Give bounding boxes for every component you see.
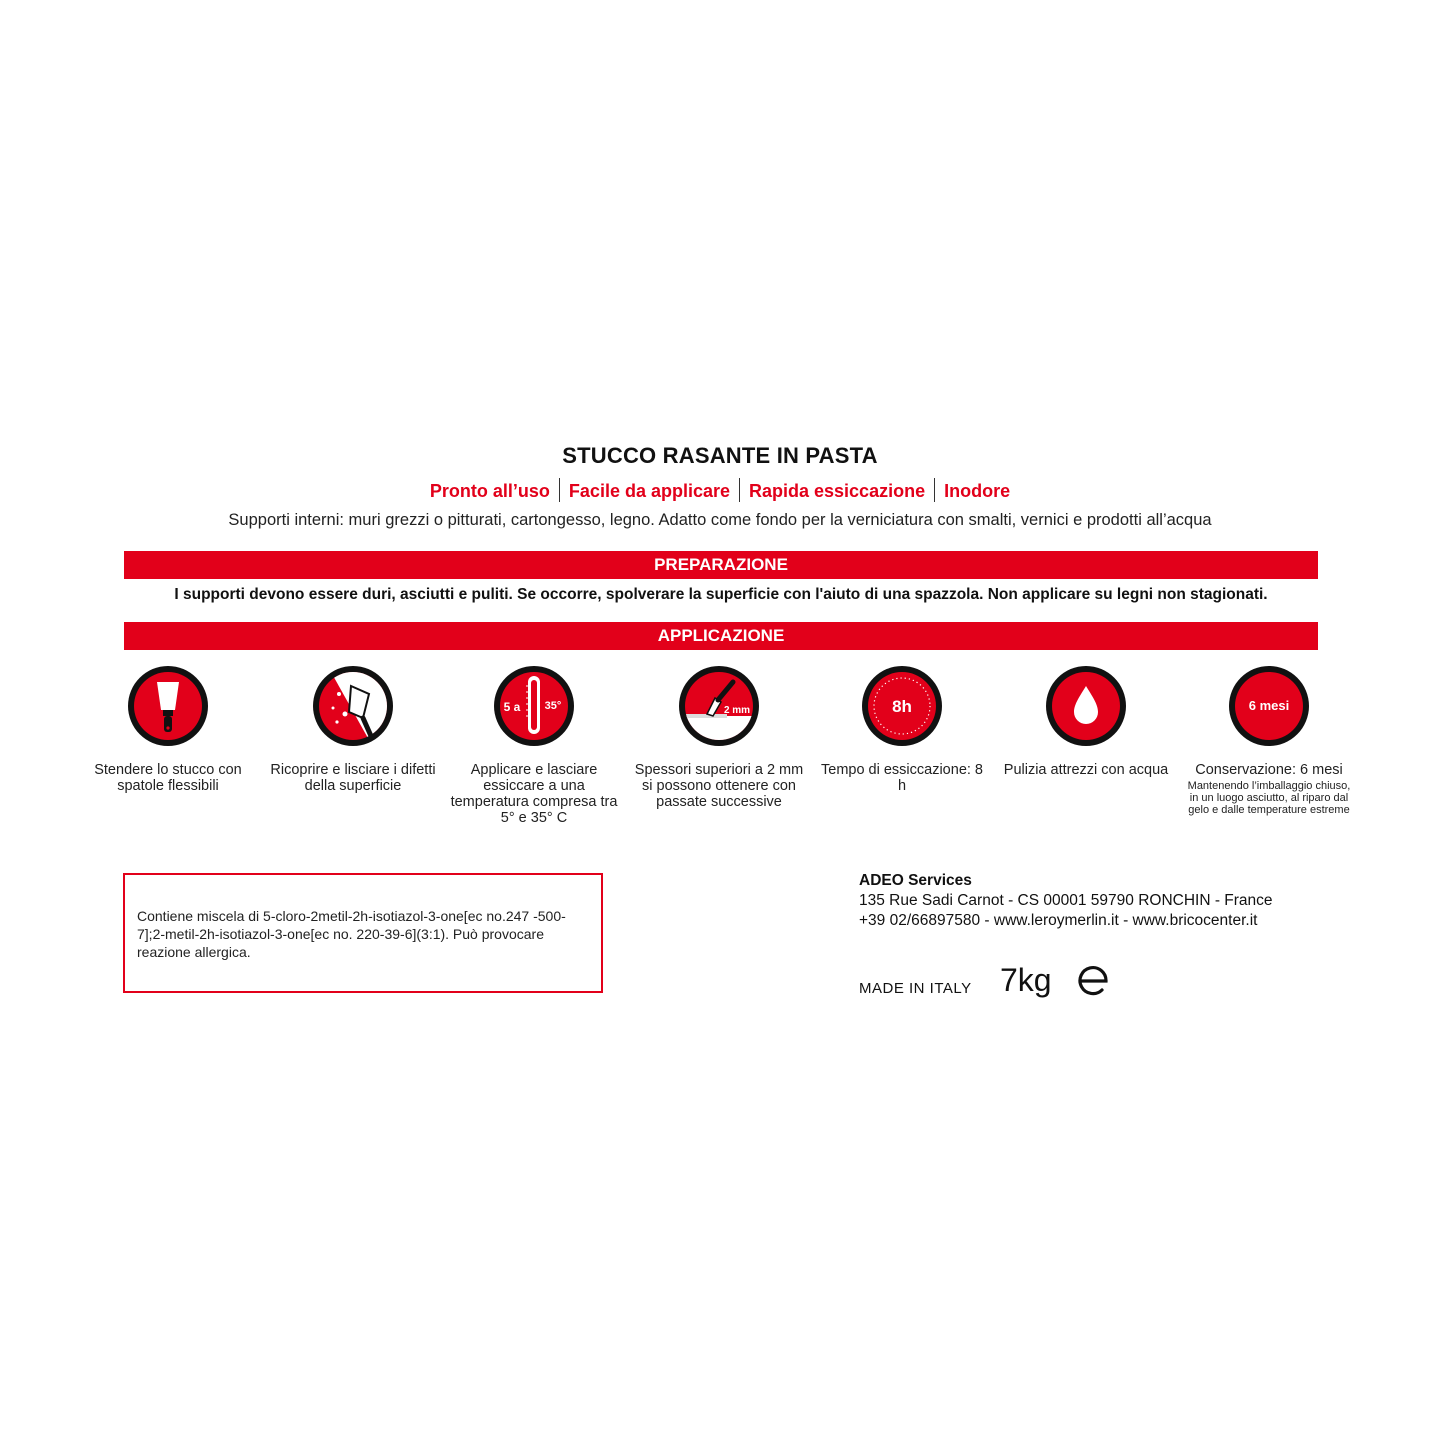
water-drop-icon <box>1044 664 1128 748</box>
step-thickness <box>634 664 804 810</box>
preparation-heading: PREPARAZIONE <box>124 551 1318 579</box>
step-temperature <box>449 664 619 826</box>
feature-odorless: Inodore <box>944 480 1011 501</box>
temp-max-text: 35° <box>544 700 562 712</box>
company-info <box>859 871 1273 931</box>
storage-icon <box>1227 664 1311 748</box>
feature-separator <box>934 478 935 502</box>
step-label: Pulizia attrezzi con acqua <box>1003 762 1169 778</box>
temp-min-text: 5 a <box>503 700 521 714</box>
clock-icon <box>860 664 944 748</box>
storage-note: Mantenendo l’imballaggio chiuso, in un luogo asciutto, al riparo dal gelo e dalle temperature estreme <box>1187 780 1351 816</box>
support-description: Supporti interni: muri grezzi o pitturati, cartongesso, legno. Adatto come fondo per la verniciatura con smalti, vernici e prodotti all’acqua <box>228 511 1212 529</box>
feature-quick-dry: Rapida essiccazione <box>749 480 926 501</box>
step-label: Stendere lo stucco con spatole flessibili <box>94 762 242 794</box>
net-weight: 7kg <box>1000 962 1052 998</box>
warning-box <box>123 873 603 993</box>
thermometer-icon <box>492 664 576 748</box>
step-spread <box>83 664 253 794</box>
step-label: Conservazione: 6 mesi <box>1195 762 1343 778</box>
company-name: ADEO Services <box>859 872 972 889</box>
preparation-text: I supporti devono essere duri, asciutti e puliti. Se occorre, spolverare la superficie con l'aiuto di una spazzola. Non applicare su legni non stagionati. <box>174 586 1268 603</box>
step-storage <box>1184 664 1354 816</box>
step-label: Spessori superiori a 2 mm si possono ottenere con passate successive <box>634 762 804 810</box>
step-cleaning <box>1001 664 1171 778</box>
feature-ready: Pronto all’uso <box>429 480 550 501</box>
estimated-sign-icon <box>1077 963 1111 997</box>
application-heading: APPLICAZIONE <box>124 622 1318 650</box>
thickness-text: 2 mm <box>723 705 751 716</box>
thickness-icon <box>677 664 761 748</box>
feature-easy: Facile da applicare <box>568 480 730 501</box>
made-in-label: MADE IN ITALY <box>859 980 972 997</box>
company-contacts: +39 02/66897580 - www.leroymerlin.it - www.bricocenter.it <box>859 912 1258 929</box>
company-address: 135 Rue Sadi Carnot - CS 00001 59790 RONCHIN - France <box>859 892 1273 909</box>
smoothing-icon <box>311 664 395 748</box>
product-title: STUCCO RASANTE IN PASTA <box>562 443 878 468</box>
step-smooth <box>268 664 438 794</box>
storage-text: 6 mesi <box>1248 698 1290 713</box>
step-drying-time <box>817 664 987 794</box>
step-label: Applicare e lasciare essiccare a una temperatura compresa tra 5° e 35° C <box>450 762 618 826</box>
feature-list <box>0 480 1440 504</box>
feature-separator <box>739 478 740 502</box>
warning-text: Contiene miscela di 5-cloro-2metil-2h-isotiazol-3-one[ec no.247 -500-7];2-metil-2h-isotiazol-3-one[ec no. 220-39-6](3:1). Può provocare reazione allergica. <box>137 908 566 960</box>
drying-time-text: 8h <box>892 697 912 716</box>
spatula-icon <box>126 664 210 748</box>
step-label: Ricoprire e lisciare i difetti della superficie <box>270 762 436 794</box>
feature-separator <box>559 478 560 502</box>
step-label: Tempo di essiccazione: 8 h <box>821 762 983 794</box>
